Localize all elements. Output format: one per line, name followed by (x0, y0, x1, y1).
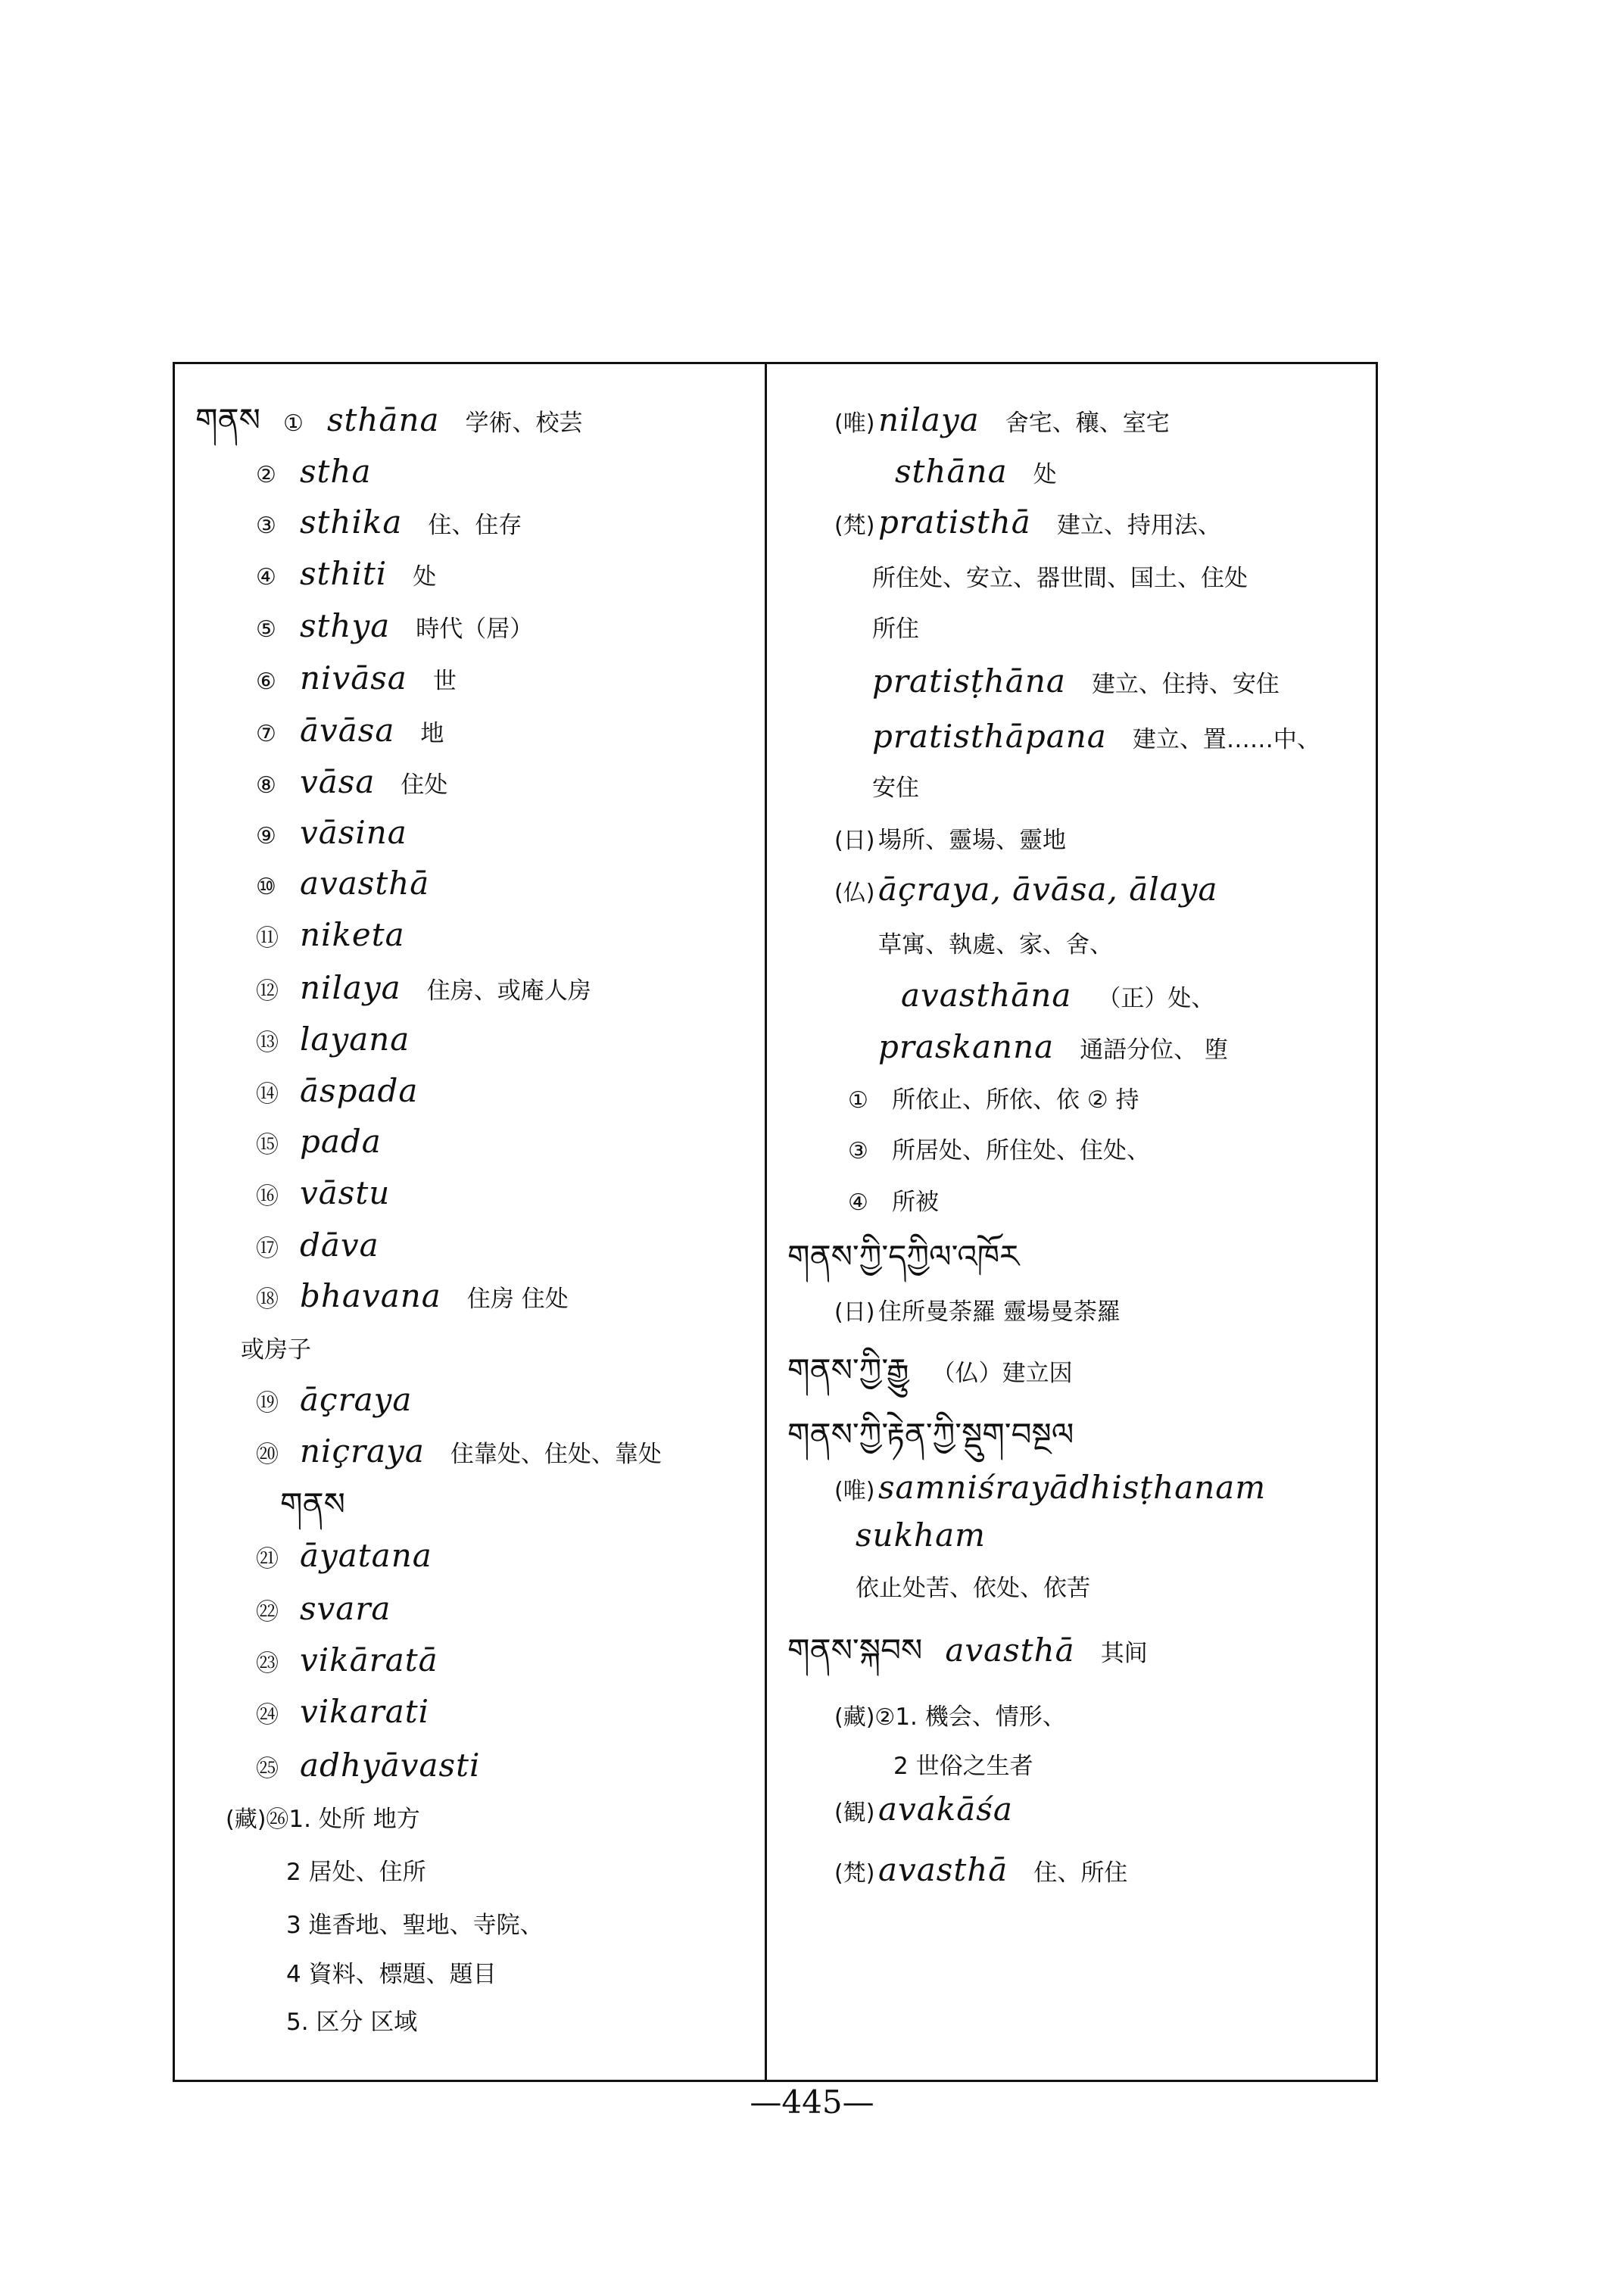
chinese-gloss: （仏）建立因 (931, 1360, 1073, 1387)
right-entry (872, 608, 919, 648)
entry-marker: ⑦ (256, 721, 276, 747)
tibetan-headword: གནས (280, 1485, 345, 1523)
chinese-gloss: 時代（居） (416, 616, 534, 643)
sanskrit-term: āçraya (300, 1381, 413, 1418)
right-entry (787, 1351, 1073, 1392)
sanskrit-term: nivāsa (300, 659, 407, 697)
entry-marker: ⑲ (256, 1390, 279, 1417)
left-entry (256, 969, 591, 1011)
right-entry (834, 1851, 1127, 1893)
right-entry (834, 1291, 1121, 1332)
chinese-gloss: 5. 区分 区域 (286, 2009, 418, 2036)
entry-marker: ⑮ (256, 1132, 279, 1158)
entry-marker: ⑩ (256, 874, 276, 900)
left-entry (256, 865, 455, 906)
left-entry (256, 1021, 435, 1062)
entry-marker: (日) (834, 1299, 875, 1326)
entry-marker: ④ (848, 1189, 868, 1216)
chinese-gloss: 所依止、所依、依 ② 持 (892, 1086, 1139, 1114)
left-entry (286, 1904, 544, 1944)
sanskrit-term: bhavana (300, 1277, 441, 1314)
entry-marker: ⑧ (256, 772, 276, 799)
sanskrit-term: pratisthāpana (872, 718, 1107, 755)
entry-marker: ② (256, 462, 276, 488)
sanskrit-term: pratisṭhāna (872, 662, 1066, 700)
sanskrit-term: samniśrayādhisṭhanam (878, 1469, 1267, 1506)
left-entry (256, 659, 457, 701)
left-entry (256, 763, 447, 805)
sanskrit-term: nilaya (878, 401, 980, 438)
entry-marker: ④ (256, 564, 276, 591)
chinese-gloss: 住所曼荼羅 靈場曼荼羅 (878, 1298, 1121, 1326)
left-entry (256, 555, 436, 597)
chinese-gloss: 处 (1033, 461, 1057, 488)
chinese-gloss: 所住处、安立、器世間、国土、住处 (872, 565, 1248, 592)
sanskrit-term: svara (300, 1590, 391, 1627)
left-entry (256, 712, 444, 753)
right-entry (901, 977, 1214, 1018)
entry-marker: (藏)② (834, 1704, 896, 1731)
right-entry (834, 1696, 1066, 1737)
left-entry (256, 1641, 464, 1683)
entry-marker: ⑪ (256, 925, 279, 952)
tibetan-headword: གནས་ཀྱི་དཀྱིལ་འཁོར (787, 1238, 1020, 1275)
sanskrit-term: vāsa (300, 763, 376, 800)
chinese-gloss: 处 (413, 563, 437, 591)
right-entry (878, 1028, 1228, 1069)
left-entry (256, 916, 431, 958)
entry-marker: (梵) (834, 1860, 875, 1887)
sanskrit-term: vikāratā (300, 1641, 438, 1678)
chinese-gloss: 建立、持用法、 (1056, 512, 1221, 539)
entry-marker: ⑥ (256, 669, 276, 695)
left-entry (195, 401, 583, 443)
sanskrit-term: āvāsa (300, 712, 395, 749)
right-entry (848, 1079, 1139, 1120)
right-entry (848, 1181, 939, 1222)
sanskrit-term: pada (300, 1123, 382, 1160)
entry-marker: ⑭ (256, 1081, 279, 1108)
chinese-gloss: 2 居处、住所 (286, 1859, 426, 1886)
sanskrit-term: avakāśa (878, 1791, 1013, 1828)
entry-marker: ㉔ (256, 1702, 279, 1728)
right-entry (787, 1632, 1148, 1672)
left-entry (226, 1798, 420, 1839)
chinese-gloss: 其间 (1100, 1640, 1148, 1667)
left-entry (256, 1590, 416, 1632)
right-entry (856, 1567, 1090, 1607)
sanskrit-term: avasthāna (901, 977, 1072, 1014)
right-entry (848, 1130, 1150, 1170)
entry-marker: ㉕ (256, 1756, 279, 1782)
sanskrit-term: avasthā (878, 1851, 1008, 1888)
chinese-gloss: （正）处、 (1097, 985, 1215, 1012)
chinese-gloss: 2 世俗之生者 (893, 1753, 1033, 1780)
right-entry (895, 453, 1057, 494)
right-entry (834, 503, 1221, 545)
sanskrit-term: sukham (856, 1516, 986, 1554)
sanskrit-term: niçraya (300, 1432, 425, 1470)
chinese-gloss: 学術、校芸 (465, 410, 583, 437)
sanskrit-term: sthāna (895, 453, 1008, 490)
right-entry (878, 924, 1113, 964)
left-entry (256, 1123, 407, 1164)
chinese-gloss: 住房 住处 (466, 1286, 569, 1313)
entry-marker: ㉓ (256, 1650, 279, 1677)
sanskrit-term: sthiti (300, 555, 388, 592)
left-entry (256, 1537, 458, 1579)
tibetan-headword: གནས་ཀྱི་རྟེན་ཀྱི་སྡུག་བསྔལ (787, 1416, 1074, 1453)
entry-marker: ③ (256, 513, 276, 539)
entry-marker: (唯) (834, 1478, 875, 1504)
sanskrit-term: vāstu (300, 1174, 391, 1211)
left-entry (256, 814, 433, 856)
chinese-gloss: 場所、靈場、靈地 (878, 827, 1066, 854)
sanskrit-term: praskanna (878, 1028, 1055, 1065)
entry-marker: ⑫ (256, 978, 279, 1005)
chinese-gloss: 地 (420, 720, 444, 747)
sanskrit-term: dāva (300, 1226, 379, 1264)
tibetan-headword: གནས (195, 401, 260, 438)
right-entry (872, 718, 1320, 759)
right-entry (834, 819, 1066, 860)
chinese-gloss: 建立、置……中、 (1132, 726, 1320, 753)
entry-marker: (梵) (834, 513, 875, 539)
left-entry (256, 1277, 569, 1319)
left-entry (256, 1693, 455, 1735)
chinese-gloss: 所住 (872, 616, 919, 643)
right-entry (856, 1516, 1011, 1555)
tibetan-headword: གནས་ཀྱི་རྒྱུ (787, 1351, 909, 1389)
sanskrit-term: sthika (300, 503, 403, 541)
chinese-gloss: 住、住存 (428, 512, 522, 539)
entry-marker: ③ (848, 1138, 868, 1164)
chinese-gloss: 住靠处、住处、靠处 (450, 1441, 662, 1468)
left-entry (241, 1329, 311, 1369)
chinese-gloss: 所被 (892, 1189, 939, 1216)
entry-marker: ㉒ (256, 1599, 279, 1625)
left-entry (256, 503, 522, 545)
entry-marker: ⑯ (256, 1183, 279, 1210)
left-entry (256, 1747, 506, 1788)
left-entry (256, 1072, 444, 1114)
entry-marker: ⑳ (256, 1442, 279, 1468)
entry-marker: (藏)㉖ (226, 1806, 289, 1833)
left-entry (256, 1226, 405, 1268)
right-entry (787, 1238, 1042, 1276)
entry-marker: (観) (834, 1800, 875, 1826)
chinese-gloss: 世 (432, 668, 457, 695)
left-entry (256, 1432, 662, 1474)
entry-marker: ① (848, 1087, 868, 1114)
left-entry (280, 1485, 368, 1524)
entry-marker: ① (282, 410, 304, 437)
sanskrit-term: avasthā (300, 865, 430, 902)
left-entry (256, 607, 533, 649)
entry-marker: (仏) (834, 880, 875, 906)
chinese-gloss: 安住 (872, 775, 919, 802)
entry-marker: ㉑ (256, 1546, 279, 1572)
chinese-gloss: 舍宅、穰、室宅 (1005, 410, 1170, 437)
chinese-gloss: 住、所住 (1033, 1859, 1128, 1887)
entry-marker: (日) (834, 828, 875, 854)
sanskrit-term: stha (300, 453, 372, 490)
chinese-gloss: 3 進香地、聖地、寺院、 (286, 1912, 544, 1939)
entry-marker: (唯) (834, 410, 875, 437)
chinese-gloss: 住处 (401, 771, 448, 799)
sanskrit-term: āçraya, āvāsa, ālaya (878, 871, 1218, 908)
right-entry (834, 1791, 1039, 1832)
entry-marker: ⑬ (256, 1030, 279, 1056)
chinese-gloss: 建立、住持、安住 (1091, 671, 1280, 698)
right-entry (787, 1416, 1096, 1454)
sanskrit-term: pratisthā (878, 503, 1031, 541)
chinese-gloss: 所居处、所住处、住处、 (892, 1137, 1150, 1164)
sanskrit-term: sthya (300, 607, 391, 644)
chinese-gloss: 1. 機会、情形、 (895, 1703, 1066, 1731)
chinese-gloss: 1. 处所 地方 (288, 1806, 420, 1833)
left-entry (256, 1174, 416, 1216)
left-entry (286, 2001, 417, 2041)
chinese-gloss: 草寓、執處、家、舍、 (878, 931, 1113, 958)
left-entry (256, 1381, 438, 1423)
sanskrit-term: adhyāvasti (300, 1747, 481, 1784)
tibetan-headword: གནས་སྐབས (787, 1632, 923, 1669)
chinese-gloss: 或房子 (241, 1336, 311, 1364)
chinese-gloss: 通語分位、 堕 (1080, 1036, 1229, 1064)
entry-marker: ⑤ (256, 616, 276, 643)
sanskrit-term: layana (300, 1021, 410, 1058)
right-entry (893, 1745, 1033, 1785)
left-entry (256, 453, 397, 494)
chinese-gloss: 4 資料、標題、題目 (286, 1961, 497, 1988)
sanskrit-term: avasthā (945, 1632, 1075, 1669)
right-entry (872, 767, 919, 807)
left-entry (286, 1851, 426, 1891)
page-number: —445— (750, 2084, 874, 2121)
right-entry (834, 401, 1170, 443)
sanskrit-term: vikarati (300, 1693, 430, 1730)
column-divider (765, 362, 767, 2082)
sanskrit-term: nilaya (300, 969, 401, 1006)
left-entry (286, 1953, 497, 1993)
entry-marker: ⑰ (256, 1236, 279, 1262)
sanskrit-term: sthāna (326, 401, 440, 438)
right-entry (834, 871, 1244, 912)
sanskrit-term: āyatana (300, 1537, 432, 1574)
chinese-gloss: 依止处苦、依处、依苦 (856, 1575, 1090, 1602)
right-entry (872, 557, 1248, 597)
entry-marker: ⑨ (256, 823, 276, 849)
sanskrit-term: niketa (300, 916, 405, 953)
sanskrit-term: āspada (300, 1072, 419, 1109)
right-entry (872, 662, 1280, 703)
right-entry (834, 1469, 1292, 1510)
entry-marker: ⑱ (256, 1286, 279, 1313)
sanskrit-term: vāsina (300, 814, 407, 851)
chinese-gloss: 住房、或庵人房 (426, 977, 591, 1005)
